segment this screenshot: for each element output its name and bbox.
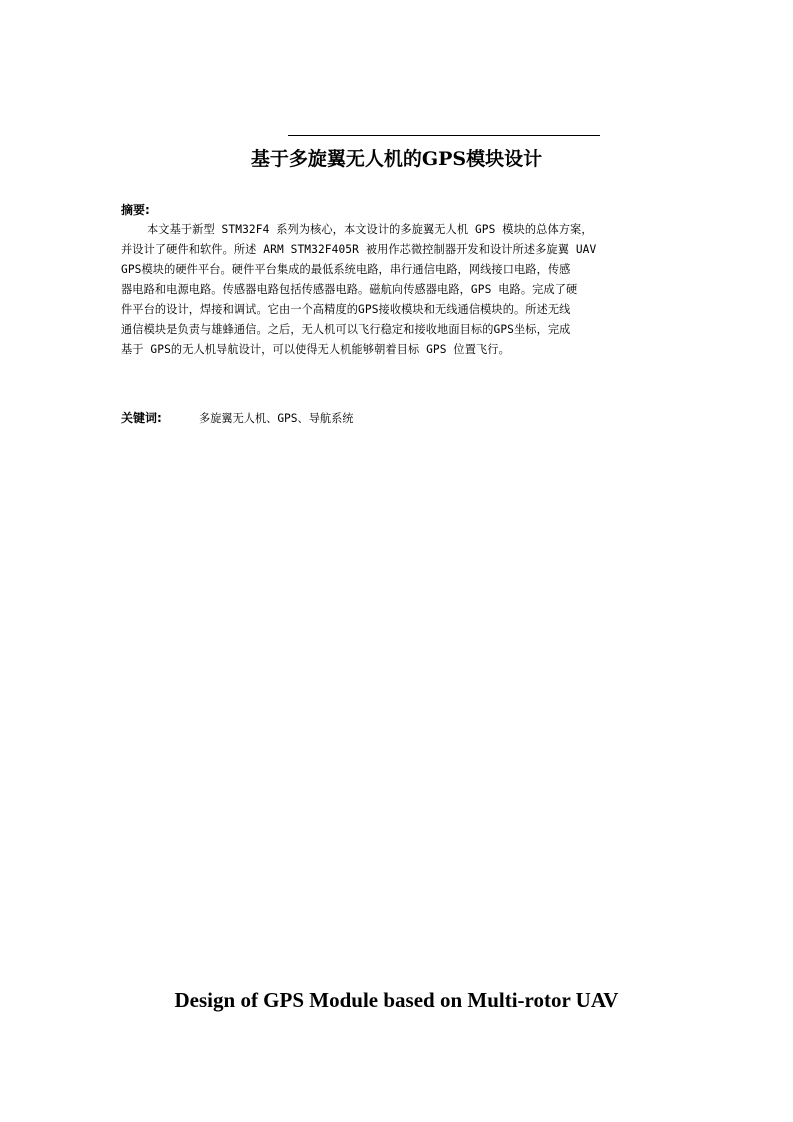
abstract-line: 本文基于新型 STM32F4 系列为核心，本文设计的多旋翼无人机 GPS 模块的总体方案， bbox=[147, 223, 593, 236]
abstract-label: 摘要: bbox=[121, 203, 150, 217]
abstract-line: GPS模块的硬件平台。硬件平台集成的最低系统电路，串行通信电路，网线接口电路，传感 bbox=[121, 263, 571, 276]
abstract-line: 件平台的设计，焊接和调试。它由一个高精度的GPS接收模块和无线通信模块的。所述无线 bbox=[121, 303, 571, 316]
header-rule bbox=[288, 135, 600, 136]
keywords-row bbox=[121, 410, 353, 427]
chinese-title: 基于多旋翼无人机的GPS模块设计 bbox=[250, 148, 543, 170]
abstract-line: 基于 GPS的无人机导航设计，可以使得无人机能够朝着目标 GPS 位置飞行。 bbox=[121, 343, 510, 356]
keywords-value: 多旋翼无人机、GPS、导航系统 bbox=[199, 412, 354, 425]
abstract-body bbox=[121, 220, 677, 360]
abstract-line: 器电路和电源电路。传感器电路包括传感器电路。磁航向传感器电路，GPS 电路。完成了硬 bbox=[121, 283, 578, 296]
abstract-line: 通信模块是负责与雄蜂通信。之后，无人机可以飞行稳定和接收地面目标的GPS坐标，完成 bbox=[121, 323, 571, 336]
abstract-line: 并设计了硬件和软件。所述 ARM STM32F405R 被用作芯微控制器开发和设计所述多旋翼 UAV bbox=[121, 243, 597, 256]
keywords-label: 关键词: bbox=[121, 411, 162, 425]
english-title: Design of GPS Module based on Multi-rotor UAV bbox=[174, 988, 619, 1012]
